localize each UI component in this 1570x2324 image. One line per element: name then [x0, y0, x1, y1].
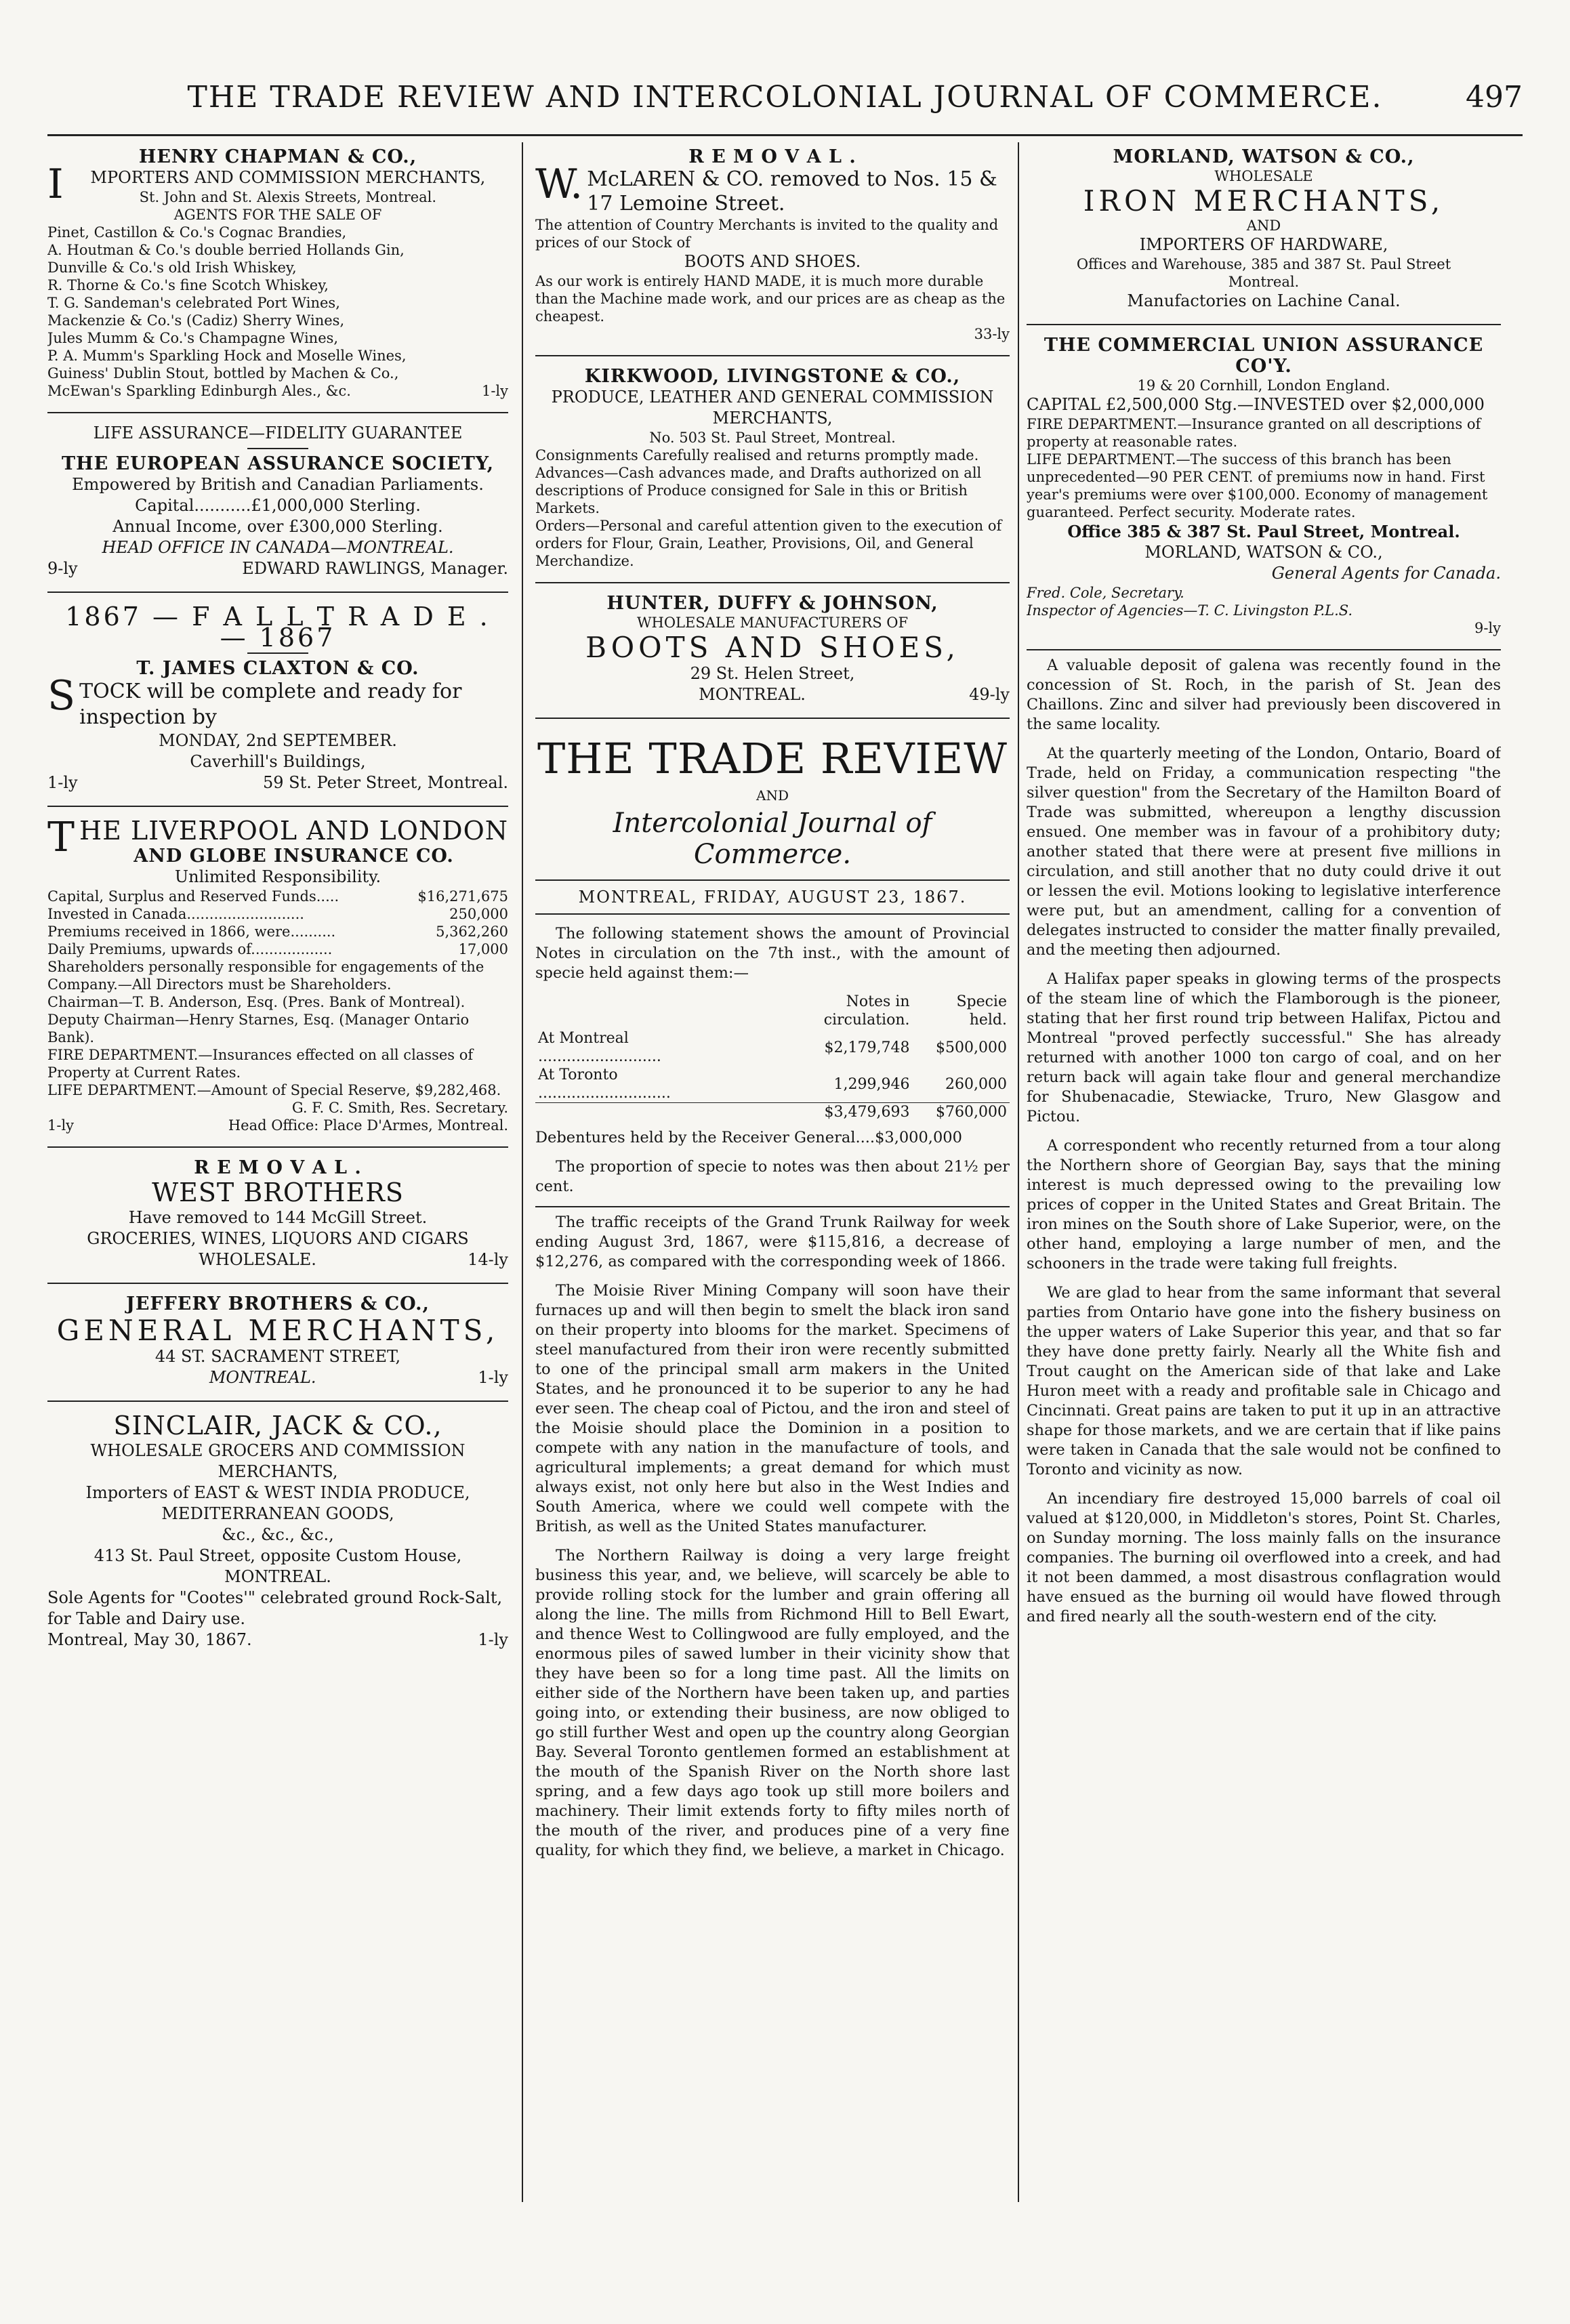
ad-address: No. 503 St. Paul Street, Montreal. — [649, 430, 896, 446]
ad-commercial-union — [1027, 331, 1501, 644]
page-header — [47, 80, 1523, 127]
article-paragraph: The following statement shows the amount of Provincial Notes in circulation on the 7th inst., with the amount of specie held against them:— — [535, 925, 1010, 982]
article-paragraph: We are glad to hear from the same informant that several parties from Ontario have gone into the fishery business on the upper waters of Lake Superior this year, and that so far they have done pretty fairly. Nearly all the White fish and Trout caught on the American side of that lake and Lake Huron meet with a ready and profitable sale in Chicago and Cincinnati. Great pains are taken to put it up in an attractive shape for those markets, and we are certain that if like pains were taken in Canada that the sale would not be confined to Toronto and vicinity as now. — [1027, 1284, 1501, 1478]
ad-text: FIRE DEPARTMENT.—Insurances effected on all classes of Property at Current Rates. — [47, 1047, 474, 1081]
ad-text: Empowered by British and Canadian Parliaments. — [72, 475, 484, 494]
ad-text: MEDITERRANEAN GOODS, — [161, 1504, 394, 1523]
ad-title: T. JAMES CLAXTON & CO. — [136, 658, 419, 679]
page-number: 497 — [1466, 80, 1523, 115]
ad-text: MONTREAL. — [699, 685, 806, 704]
list-item: A. Houtman & Co.'s double berried Hollands Gin, — [47, 242, 405, 258]
ad-text: MONTREAL. — [209, 1368, 316, 1387]
divider — [247, 652, 308, 654]
ad-text: Advances—Cash advances made, and Drafts authorized on all descriptions of Produce consigned for Sale in this or British Markets. — [535, 465, 982, 516]
ad-headline: WEST BROTHERS — [152, 1178, 404, 1207]
ad-address: 19 & 20 Cornhill, London England. — [1137, 377, 1390, 394]
article-paragraph: The Northern Railway is doing a very large freight business this year, and, we believe, will scarcely be able to provide rolling stock for the lumber and grain offering all along the line. The mills from Richmond Hill to Bell Ewart, and thence West to Collingwood are fully employed, and the enormous piles of sawed lumber in their vicinity show that they have been so for a long time past. All the limits on either side of the Northern have been taken up, and parties going into, or extending their business, are now obliged to go still further West and open up the country along Georgian Bay. Several Toronto gentlemen formed an establishment at the mouth of the Spanish River on the North shore last spring, and a few days ago took up still more boilers and machinery. Their limit extends forty to fifty miles north of the mouth of the river, and produces pine of a very fine quality, for which they find, we believe, a market in Chicago. — [535, 1547, 1010, 1859]
ad-text: Deputy Chairman—Henry Starnes, Esq. (Manager Ontario Bank). — [47, 1012, 470, 1045]
ad-headline: GENERAL MERCHANTS, — [56, 1314, 499, 1347]
article-paragraph: A valuable deposit of galena was recently found in the concession of St. Roch, in the parish of St. Jean des Chaillons. Zinc and silver had previously been discovered in the same locality. — [1027, 657, 1501, 733]
ad-address: Office 385 & 387 St. Paul Street, Montreal. — [1067, 522, 1460, 541]
divider — [535, 718, 1010, 719]
divider — [1027, 649, 1501, 650]
ad-headline: IRON MERCHANTS, — [1083, 184, 1445, 217]
ad-code: 1-ly — [478, 1630, 508, 1649]
masthead — [535, 724, 1010, 874]
divider — [47, 806, 508, 807]
ad-code: 9-ly — [47, 559, 78, 578]
ad-hunter-duffy — [535, 589, 1010, 712]
ad-text: As our work is entirely HAND MADE, it is much more durable than the Machine made work, and our prices are as cheap as the cheapest. — [535, 273, 1006, 325]
ad-text: WHOLESALE MANUFACTURERS OF — [636, 615, 909, 631]
list-item: McEwan's Sparkling Edinburgh Ales., &c. — [47, 383, 351, 399]
table-row: At Montreal .......................... $2,179,748 $500,000 — [538, 1030, 1007, 1065]
list-item: Mackenzie & Co.'s (Cadiz) Sherry Wines, — [47, 312, 345, 329]
divider — [47, 412, 508, 413]
ad-code: 1-ly — [47, 773, 78, 792]
ad-text: Capital...........£1,000,000 Sterling. — [135, 496, 421, 515]
ad-headline: SINCLAIR, JACK & CO., — [113, 1411, 442, 1440]
ad-text: AND — [1246, 217, 1281, 234]
ad-title: HENRY CHAPMAN & CO., — [138, 146, 417, 167]
ad-address: Head Office: Place D'Armes, Montreal. — [228, 1117, 508, 1134]
list-item: Jules Mumm & Co.'s Champagne Wines, — [47, 330, 339, 346]
ad-text: Montreal. — [1228, 274, 1300, 290]
ad-text: Sole Agents for "Cootes'" celebrated ground Rock-Salt, for Table and Dairy use. — [47, 1588, 503, 1628]
column-1 — [47, 142, 508, 1657]
ad-text: MONTREAL. — [224, 1567, 331, 1586]
ad-title: AND GLOBE INSURANCE CO. — [133, 846, 454, 867]
ad-title: KIRKWOOD, LIVINGSTONE & CO., — [584, 366, 961, 387]
ad-fall-trade — [47, 598, 508, 800]
ad-text: &c., &c., &c., — [222, 1525, 334, 1544]
list-item: Dunville & Co.'s old Irish Whiskey, — [47, 260, 297, 276]
ad-kicker: R E M O V A L . — [688, 146, 856, 167]
row-value: $16,271,675 — [417, 888, 508, 905]
divider — [47, 1146, 508, 1148]
ad-text: CAPITAL £2,500,000 Stg.—INVESTED over $2,000,000 — [1027, 395, 1485, 414]
row-value: 5,362,260 — [436, 924, 508, 940]
ad-text: Importers of EAST & WEST INDIA PRODUCE, — [85, 1483, 470, 1502]
dateline: MONTREAL, FRIDAY, AUGUST 23, 1867. — [535, 879, 1010, 915]
list-item: R. Thorne & Co.'s fine Scotch Whiskey, — [47, 277, 329, 293]
header-rule — [47, 134, 1523, 136]
ad-title: JEFFERY BROTHERS & CO., — [126, 1293, 430, 1314]
ad-address: St. John and St. Alexis Streets, Montreal. — [139, 189, 437, 205]
article-paragraph: A Halifax paper speaks in glowing terms of the prospects of the steam line of which the Flamborough is the pioneer, stating that her first round trip between Halifax, Pictou and Montreal "proved perfectly successful." She has already returned with another 1000 ton cargo of coal, and on her return back will again take flour and general merchandize for Shubenacadie, Stewiacke, Truro, New Glasgow and Pictou. — [1027, 970, 1501, 1125]
list-item: Pinet, Castillon & Co.'s Cognac Brandies, — [47, 224, 347, 241]
ad-code: 9-ly — [1474, 620, 1501, 636]
ad-henry-chapman — [47, 142, 508, 407]
table-row: At Toronto ............................ 1,299,946 260,000 — [538, 1066, 1007, 1102]
row-label: Capital, Surplus and Reserved Funds..... — [47, 888, 339, 905]
ad-code: 1-ly — [478, 1368, 508, 1387]
divider — [47, 592, 508, 593]
list-item: Guiness' Dublin Stout, bottled by Machen & Co., — [47, 365, 399, 381]
divider — [47, 1400, 508, 1402]
ad-title: THE EUROPEAN ASSURANCE SOCIETY, — [61, 453, 494, 474]
ad-text: PRODUCE, LEATHER AND GENERAL COMMISSION MERCHANTS, — [551, 388, 994, 428]
row-value: 17,000 — [458, 941, 508, 957]
column-rule-2 — [1018, 142, 1019, 2202]
list-item: P. A. Mumm's Sparkling Hock and Moselle Wines, — [47, 348, 407, 364]
ad-code: 1-ly — [47, 1117, 75, 1134]
ad-address: Offices and Warehouse, 385 and 387 St. Paul Street — [1076, 256, 1451, 272]
row-label: Invested in Canada.......................... — [47, 906, 304, 922]
table-total: $3,479,693 $760,000 — [535, 1103, 1010, 1122]
ad-title: HUNTER, DUFFY & JOHNSON, — [606, 593, 938, 614]
ad-west-brothers — [47, 1153, 508, 1277]
ad-text: Unlimited Responsibility. — [174, 867, 381, 886]
ad-text: Consignments Carefully realised and returns promptly made. — [535, 447, 979, 463]
ad-text: IMPORTERS OF HARDWARE, — [1139, 235, 1388, 254]
ad-text: Chairman—T. B. Anderson, Esq. (Pres. Bank of Montreal). — [47, 994, 466, 1010]
ad-headline: THE LIVERPOOL AND LONDON — [47, 814, 508, 861]
column-rule-1 — [522, 142, 523, 2202]
ad-title: MORLAND, WATSON & CO., — [1113, 146, 1415, 167]
article-paragraph: An incendiary fire destroyed 15,000 barrels of coal oil valued at $120,000, in Middleton's stores, Point St. Charles, on Sunday morning. The loss mainly falls on the insurance companies. The burning oil overflowed into a creek, and had it not been dammed, a most disastrous conflagration would have ensued as the burning oil would have flowed through and fired nearly all the south-western end of the city. — [1027, 1490, 1501, 1625]
article-paragraph: At the quarterly meeting of the London, Ontario, Board of Trade, held on Friday, a communication respecting "the silver question" from the Secretary of the Hamilton Board of Trade was submitted, whereupon a lengthy discussion ensued. One member was in favour of a prohibitory duty; another stated that there were at present five millions in circulation, and still another that no duty could drive it out or lessen the evil. Motions looking to legislative interference were put, but an amendment, calling for a convention of delegates instructed to consider the matter finally prevailed, and the meeting then adjourned. — [1027, 745, 1501, 959]
ad-mclaren — [535, 142, 1010, 350]
ad-text: HEAD OFFICE IN CANADA—MONTREAL. — [102, 538, 454, 557]
ad-headline: BOOTS AND SHOES, — [585, 631, 959, 664]
row-value: 250,000 — [449, 906, 508, 922]
ad-liverpool-london — [47, 812, 508, 1141]
ad-text: Caverhill's Buildings, — [190, 752, 366, 771]
list-item: T. G. Sandeman's celebrated Port Wines, — [47, 295, 340, 311]
ad-date: Montreal, May 30, 1867. — [47, 1630, 252, 1649]
ad-signature: EDWARD RAWLINGS, Manager. — [242, 559, 508, 578]
ad-text: Orders—Personal and careful attention given to the execution of orders for Flour, Grain, Leather, Provisions, Oil, and General Merchandize. — [535, 518, 1002, 569]
column-3 — [1027, 142, 1501, 1636]
ad-title: THE COMMERCIAL UNION ASSURANCE CO'Y. — [1044, 335, 1484, 377]
divider — [535, 1206, 1010, 1207]
ad-sinclair-jack — [47, 1407, 508, 1657]
ad-subtitle: IMPORTERS AND COMMISSION MERCHANTS, — [47, 161, 486, 208]
ad-kicker: LIFE ASSURANCE—FIDELITY GUARANTEE — [93, 423, 463, 442]
table-header: Notes in circulation. — [823, 993, 910, 1029]
ad-headline: W.McLAREN & CO. removed to Nos. 15 & 17 Lemoine Street. — [535, 161, 997, 215]
ad-signature: G. F. C. Smith, Res. Secretary. — [291, 1100, 508, 1116]
ad-text: Shareholders personally responsible for engagements of the Company.—All Directors must be Shareholders. — [47, 959, 484, 993]
row-label: Premiums received in 1866, were.......... — [47, 924, 336, 940]
ad-text: STOCK will be complete and ready for inspection by — [47, 672, 462, 729]
ad-kirkwood — [535, 362, 1010, 577]
ad-text: BOOTS AND SHOES. — [684, 252, 861, 271]
ad-text: LIFE DEPARTMENT.—Amount of Special Reserve, $9,282,468. — [47, 1082, 501, 1098]
article-paragraph: Debentures held by the Receiver General....$3,000,000 — [535, 1129, 962, 1146]
article-paragraph: The traffic receipts of the Grand Trunk Railway for week ending August 3rd, 1867, were $115,816, a decrease of $12,276, as compared with the corresponding week of 1866. — [535, 1213, 1010, 1270]
ad-text: Have removed to 144 McGill Street. — [128, 1208, 428, 1227]
ad-text: MORLAND, WATSON & CO., — [1144, 543, 1383, 562]
article-paragraph: The Moisie River Mining Company will soon have their furnaces up and will then begin to smelt the black iron sand on their property into blooms for the market. Specimens of steel manufactured from their iron were recently submitted to one of the principal small arm makers in the United States, and he pronounced it to be superior to any he had ever seen. The cheap coal of Pictou, and the iron and steel of the Moisie should place the Dominion in a position to compete with any nation in the manufacture of tools, and agricultural implements; a great demand for which must always exist, not only here but also in the West Indies and South America, where we could well compete with the British, as well as the United States manufacturer. — [535, 1282, 1010, 1535]
ad-text: FIRE DEPARTMENT.—Insurance granted on all descriptions of property at reasonable rates. — [1027, 416, 1481, 450]
ad-agents: AGENTS FOR THE SALE OF — [173, 207, 382, 223]
ad-text: LIFE DEPARTMENT.—The success of this branch has been unprecedented—90 PER CENT. of premiums now in hand. First year's premiums were over $100,000. Economy of management guaranteed. Perfect security. Moderate rates. — [1027, 451, 1488, 520]
divider — [47, 1283, 508, 1284]
ad-address: 59 St. Peter Street, Montreal. — [262, 773, 508, 792]
ad-morland-watson — [1027, 142, 1501, 318]
ad-text: Fred. Cole, Secretary. — [1027, 585, 1184, 601]
article-paragraph: A correspondent who recently returned from a tour along the Northern shore of Georgian Bay, says that the mining interest is much depressed owing to the prevailing low prices of copper in the United States and Great Britain. The iron mines on the South shore of Lake Superior, were, on the other hand, employing a large number of men, and the schooners in the trade were taking full freights. — [1027, 1137, 1501, 1272]
ad-code: 1-ly — [481, 383, 508, 399]
ad-text: Annual Income, over £300,000 Sterling. — [112, 517, 443, 536]
ad-text: General Agents for Canada. — [1271, 564, 1501, 583]
ad-text: Inspector of Agencies—T. C. Livingston P.L.S. — [1027, 602, 1353, 619]
ad-address: 29 St. Helen Street, — [690, 664, 855, 683]
divider — [535, 582, 1010, 583]
ad-code: 49-ly — [969, 685, 1010, 704]
column-2 — [535, 142, 1010, 1870]
ad-text: MONDAY, 2nd SEPTEMBER. — [159, 731, 397, 750]
divider — [1027, 324, 1501, 325]
ad-code: 33-ly — [974, 326, 1010, 342]
ad-headline: 1867 — F A L L T R A D E . — 1867 — [65, 602, 491, 652]
journal-title: THE TRADE REVIEW AND INTERCOLONIAL JOURNAL OF COMMERCE. — [187, 80, 1383, 115]
ad-text: WHOLESALE. — [199, 1250, 316, 1269]
ad-address: 44 ST. SACRAMENT STREET, — [154, 1347, 401, 1366]
table-header: Specie held. — [956, 993, 1007, 1029]
ad-text: GROCERIES, WINES, LIQUORS AND CIGARS — [87, 1229, 469, 1248]
ad-kicker: R E M O V A L . — [194, 1157, 362, 1178]
ad-text: Manufactories on Lachine Canal. — [1127, 291, 1401, 310]
ad-code: 14-ly — [468, 1250, 508, 1269]
masthead-subtitle: Intercolonial Journal of Commerce. — [613, 808, 932, 870]
article-paragraph: The proportion of specie to notes was then about 21½ per cent. — [535, 1158, 1010, 1195]
ad-text: WHOLESALE GROCERS AND COMMISSION MERCHANTS, — [90, 1441, 466, 1481]
ad-text: The attention of Country Merchants is invited to the quality and prices of our Stock of — [535, 217, 999, 251]
ad-text: WHOLESALE — [1214, 168, 1313, 184]
row-label: Daily Premiums, upwards of.................. — [47, 941, 333, 957]
divider — [535, 355, 1010, 356]
ad-european-assurance — [47, 419, 508, 586]
divider — [247, 448, 308, 449]
masthead-and: AND — [756, 787, 789, 804]
ad-address: 413 St. Paul Street, opposite Custom House, — [94, 1546, 462, 1565]
ad-jeffery-brothers — [47, 1289, 508, 1395]
masthead-title: THE TRADE REVIEW — [537, 734, 1008, 783]
notes-table — [535, 993, 1010, 1121]
